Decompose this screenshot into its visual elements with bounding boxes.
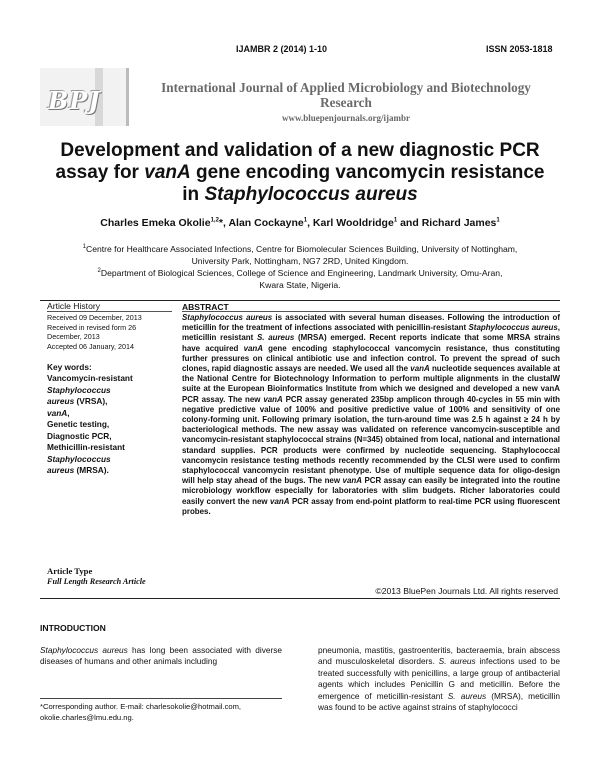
journal-issue: IJAMBR 2 (2014) 1-10 (236, 44, 328, 54)
paper-title: Development and validation of a new diagnostic PCR assay for vanA gene encoding vancomycin resistance in Staphylococcus aureus (55, 140, 545, 205)
journal-url[interactable]: www.bluepenjournals.org/ijambr (281, 113, 410, 123)
abstract-rule (182, 311, 560, 312)
introduction-left-column: Staphylococcus aureus has long been associated with diverse diseases of humans and other animals including (40, 645, 282, 666)
article-type-heading: Article Type (47, 566, 93, 576)
affiliation-2: $^2$Department of Biological Sciences, College of Science and Engineering, Landmark University, Omu-Aran, Kwara State, Nigeria. (97, 267, 503, 290)
author-list: Charles Emeka Okolie$^{1,2}$*, Alan Cockayne$^1$, Karl Wooldridge$^1$ and Richard James$^1$ (100, 217, 500, 229)
abstract-text: Staphylococcus aureus is associated with several human diseases. Following the introduction of meticillin for the treatment of infections associated with penicillin-resistant Staphylococcus aureus, meticillin resistant S. aureus (MRSA) emerged. Recent reports indicate that some MRSA strains have acquired vanA gene encoding staphylococcal vancomycin resistance, thus constituting further pressures on clinical antibiotic use and infection control. To prevent the spread of such clones, rapid diagnostic assays are needed. We used all the vanA nucleotide sequences available at the National Centre for Biotechnology Information to perform multiple alignments in the clustalW suite at the European Bioinformatics Institute from which we designed and developed a new vanA PCR assay. The new vanA PCR assay generated 235bp amplicon through 40-cycles in 55 min with negative predictive value of 100% and positive predictive value of 100% and sensitivity of one colony-forming unit. Following primary isolation, the turn-around time was 2.5 h against ≥ 24 h by bacteriological methods. The new assay was validated on reference vancomycin-susceptible and vancomycin-resistant staphylococcal strains (N=345) obtained from local, national and international standard supplies. PCR products were confirmed by nucleotide sequencing. Staphylococcal vancomycin resistance testing methods recently recommended by the CLSI were used to confirm staphylococcal vancomycin resistant phenotype. Use of multiple sequence data for oligo-design will help stay ahead of the bugs. The new vanA PCR assay can easily be integrated into the routine microbiology workflow especially for laboratories with slim budgets. Richer laboratories could easily convert the new vanA PCR assay from end-point platform to real-time PCR using fluorescent probes. (182, 313, 561, 516)
info-box-bottom-rule (40, 598, 560, 599)
introduction-heading: INTRODUCTION (40, 623, 106, 633)
affiliation-1: $^1$Centre for Healthcare Associated Infections, Centre for Biomolecular Sciences Building, University of Nottingham, University Park, Nottingham, NG7 2RD, United Kingdom. (82, 243, 518, 266)
issn: ISSN 2053-1818 (486, 44, 553, 54)
footnote-rule (40, 698, 282, 699)
article-history: Received 09 December, 2013 Received in revised form 26 December, 2013 Accepted 06 January, 2014 (47, 313, 142, 351)
corresponding-author-footnote: *Corresponding author. E-mail: charlesokolie@hotmail.com, okolie.charles@lmu.edu.ng. (40, 702, 242, 722)
publisher-logo-mark: BPJ (48, 86, 101, 115)
article-history-heading: Article History (47, 301, 101, 311)
keywords-heading: Key words: (47, 362, 92, 372)
abstract-heading: ABSTRACT (182, 302, 229, 312)
keywords-list: Vancomycin-resistant Staphylococcus aureus (VRSA), vanA, Genetic testing, Diagnostic PCR, Methicillin-resistant Staphylococcus aureus (MRSA). (47, 373, 133, 475)
info-box-top-rule (40, 300, 560, 301)
journal-name: International Journal of Applied Microbiology and Biotechnology Research (161, 80, 531, 110)
copyright: ©2013 BluePen Journals Ltd. All rights reserved (375, 586, 558, 596)
introduction-right-column: pneumonia, mastitis, gastroenteritis, bacteraemia, brain abscess and musculoskeletal disorders. S. aureus infections used to be treated successfully with penicillins, a large group of antibacterial agents which includes Penicillin G and meticillin. Before the emergence of meticillin-resistant S. aureus (MRSA), meticillin was found to be active against strains of staphylococci (318, 645, 560, 713)
article-type-value: Full Length Research Article (47, 577, 146, 586)
